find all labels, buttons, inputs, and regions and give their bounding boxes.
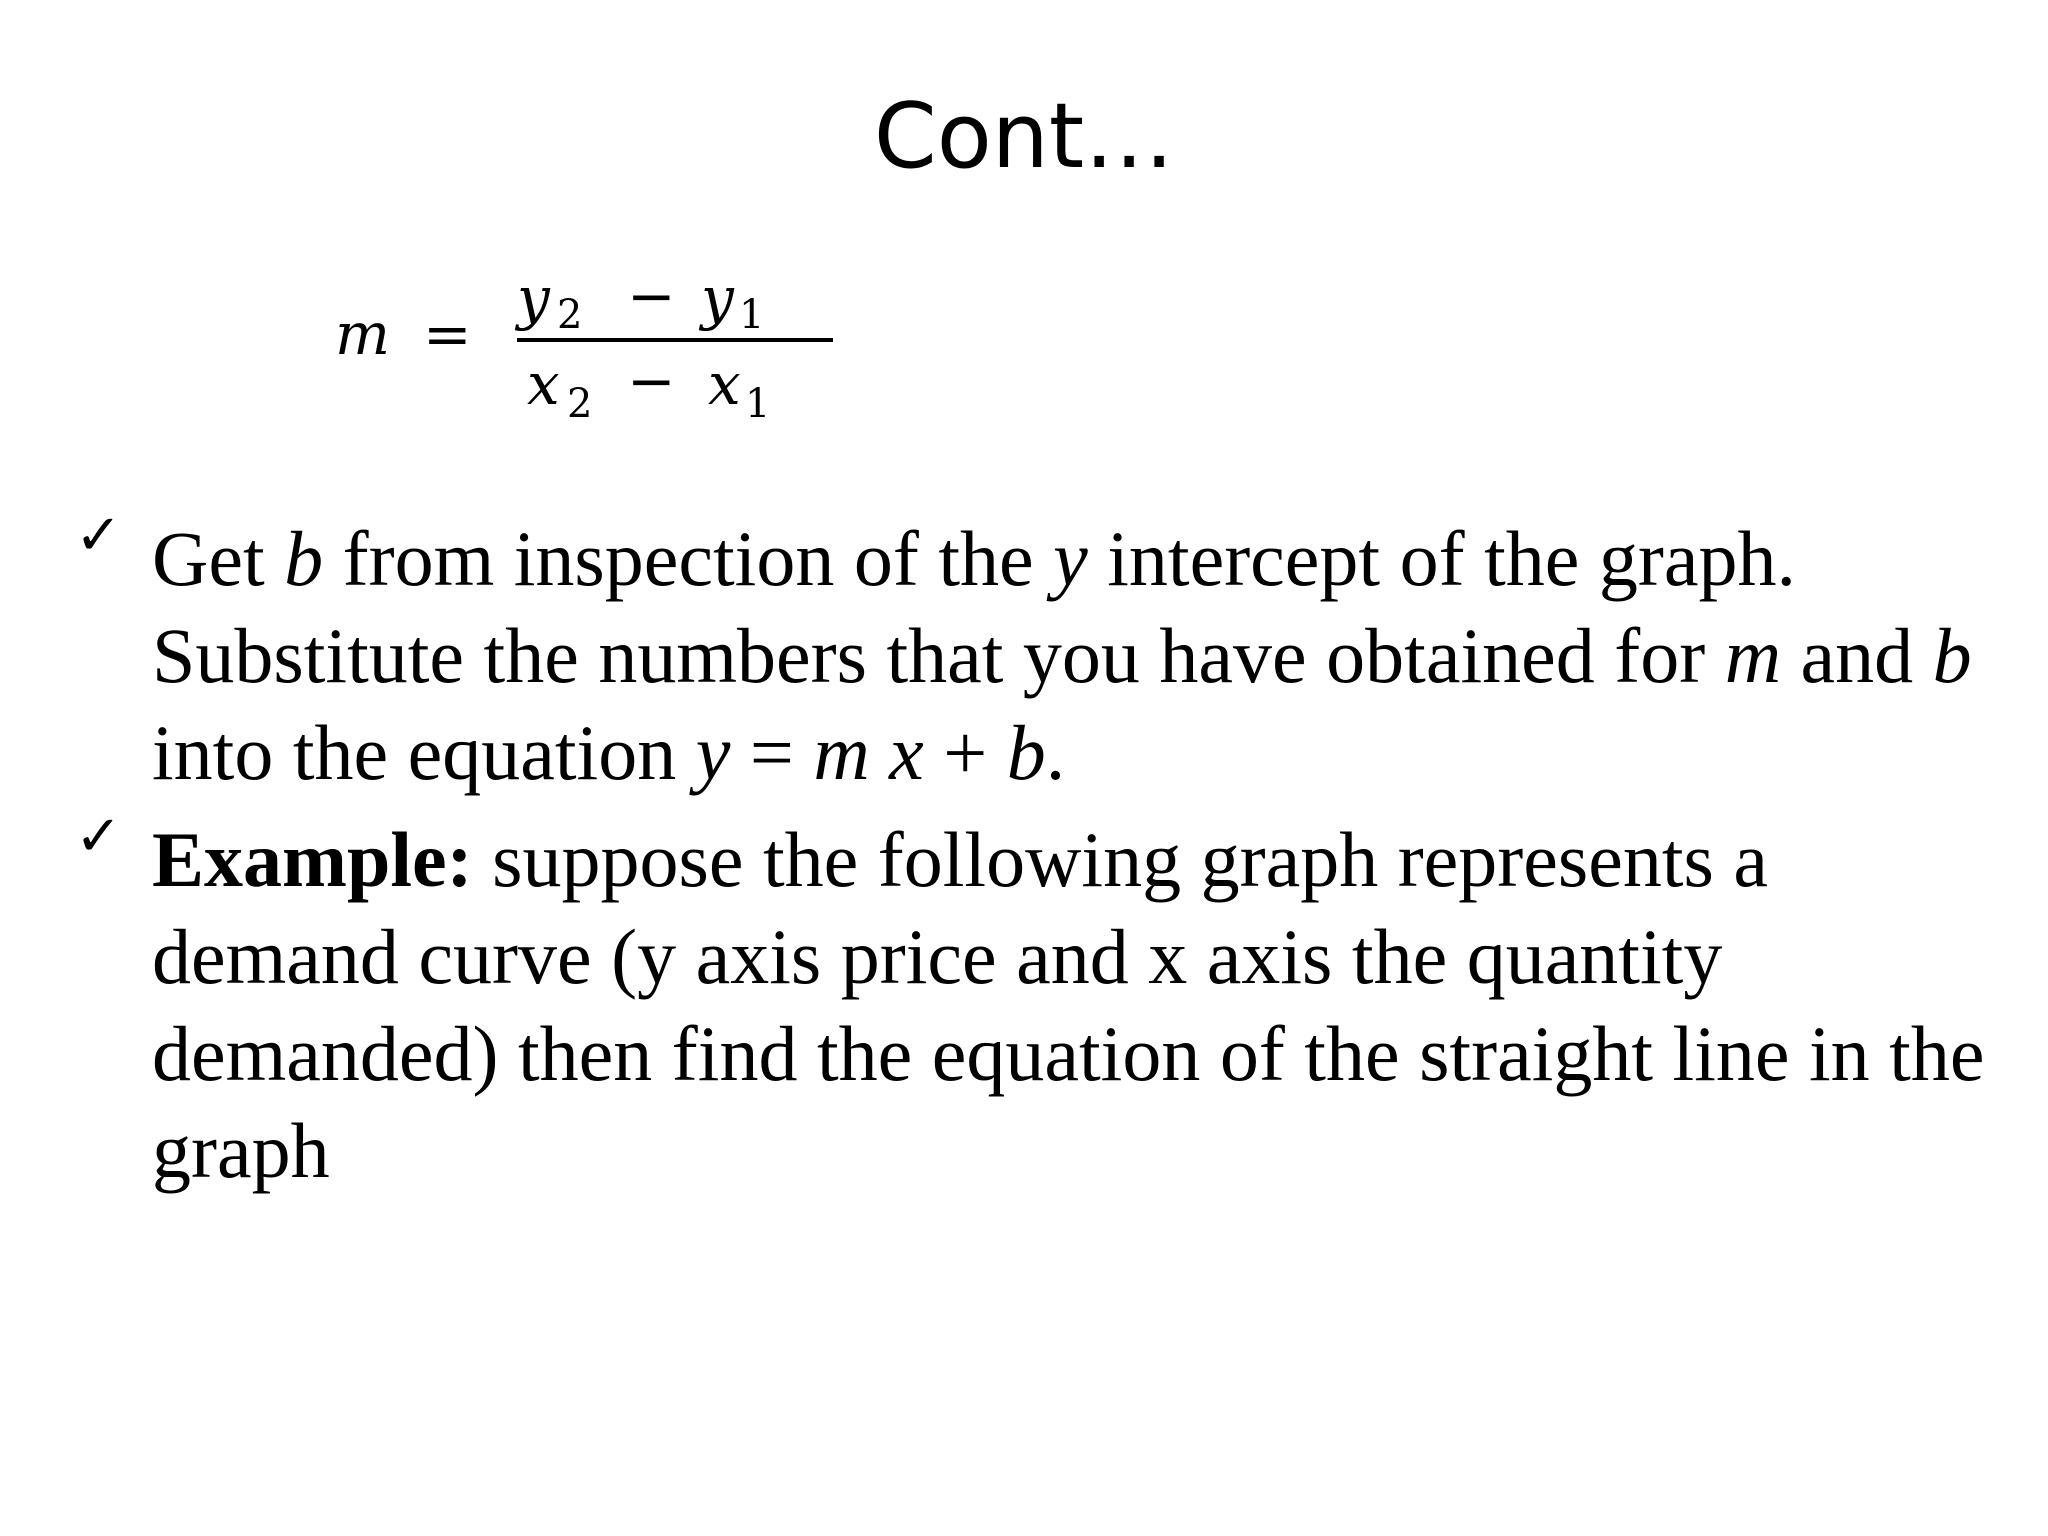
variable-b: b <box>284 515 324 602</box>
slope-formula-graphic <box>335 262 855 437</box>
example-label: Example: <box>152 816 473 903</box>
text-fragment: = <box>730 709 814 796</box>
text-fragment: from inspection of the <box>323 515 1054 602</box>
slope-formula <box>335 262 855 437</box>
variable-m: m <box>1724 612 1782 699</box>
numerator-y1: y <box>701 264 734 332</box>
variable-y: y <box>695 709 731 796</box>
text-fragment: intercept of the graph. Substitute the numbers that you have obtained for <box>152 515 1796 699</box>
denominator-x1: x <box>708 350 741 418</box>
variable-b: b <box>1006 709 1046 796</box>
example-text: suppose the following graph represents a demand curve (y axis price and x axis the quantity demanded) then find the equation of the straight line in the graph <box>152 816 1985 1194</box>
bullet-text <box>152 811 2005 1199</box>
text-fragment: Get <box>152 515 285 602</box>
denominator-minus: − <box>627 347 676 415</box>
denominator-x2-subscript: 2 <box>567 381 593 427</box>
bullet-list <box>75 503 2005 1209</box>
denominator-x1-subscript: 1 <box>745 381 771 427</box>
checkmark-icon: ✓ <box>75 804 122 869</box>
variable-mx: m x <box>813 709 924 796</box>
formula-equals: = <box>423 300 472 368</box>
variable-y: y <box>1053 515 1088 602</box>
bullet-text <box>152 510 2005 801</box>
text-fragment: and <box>1781 612 1933 699</box>
variable-b: b <box>1932 612 1972 699</box>
denominator-x2: x <box>527 350 560 418</box>
numerator-y1-subscript: 1 <box>739 292 765 338</box>
checkmark-icon: ✓ <box>75 503 122 568</box>
numerator-y2-subscript: 2 <box>557 292 583 338</box>
formula-lhs: m <box>335 300 390 368</box>
bullet-item <box>75 503 2005 801</box>
slide-title: Cont… <box>873 84 1175 189</box>
text-fragment: into the equation <box>152 709 696 796</box>
text-fragment: . <box>1045 709 1066 796</box>
text-fragment: + <box>923 709 1007 796</box>
numerator-minus: − <box>627 262 676 330</box>
numerator-y2: y <box>517 264 550 332</box>
bullet-item <box>75 804 2005 1199</box>
